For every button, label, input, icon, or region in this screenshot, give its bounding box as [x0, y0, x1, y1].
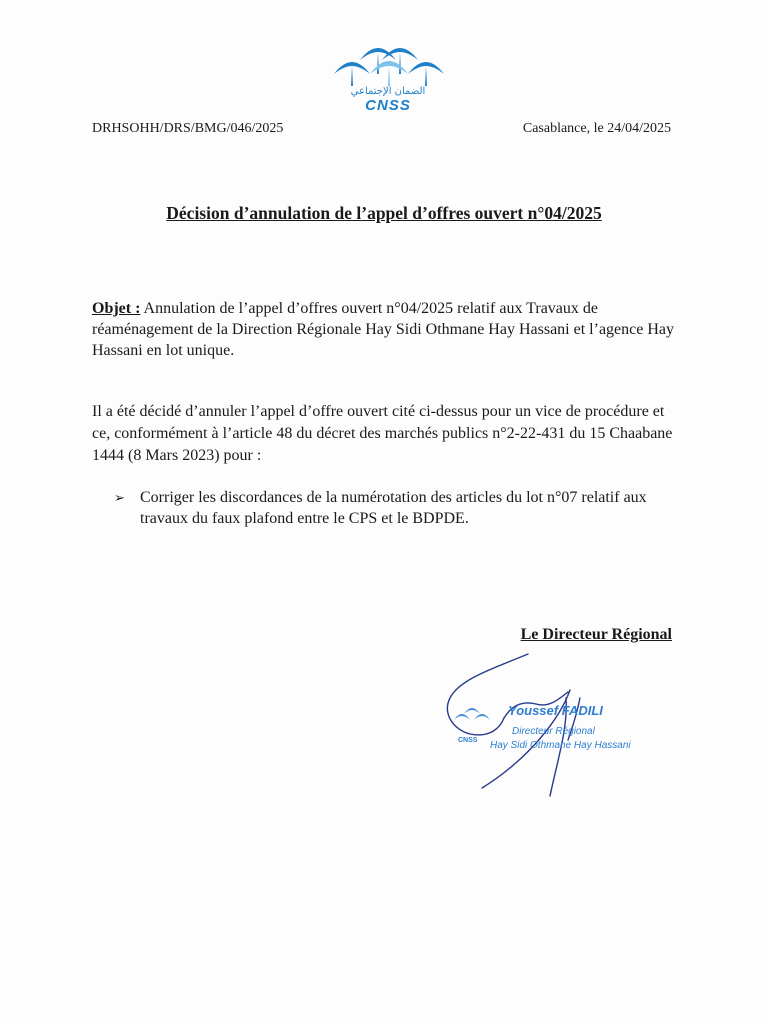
document-reference: DRHSOHH/DRS/BMG/046/2025 — [92, 121, 284, 136]
place-and-date: Casablance, le 24/04/2025 — [522, 121, 671, 136]
decision-paragraph: Il a été décidé d’annuler l’appel d’offre ouvert cité ci-dessus pour un vice de procédure et ce, conformément à l’article 48 du décret des marchés publics n°2-22-431 du 15 Chaabane 1444 (8 Mars 2023) pour : — [92, 403, 673, 464]
list-item — [114, 487, 674, 529]
document-title: Décision d’annulation de l’appel d’offres ouvert n°04/2025 — [166, 203, 602, 223]
logo-arabic-text: الضمان الإجتماعي — [350, 86, 426, 97]
arrowhead-bullet-icon: ➢ — [114, 491, 125, 506]
stamp-role: Directeur Régional — [512, 726, 595, 737]
bullet-text: Corriger les discordances de la numérotation des articles du lot n°07 relatif aux travaux du faux plafond entre le CPS et le BDPDE. — [140, 489, 647, 527]
signature-stamp-graphic — [440, 648, 660, 798]
signatory-title: Le Directeur Régional — [520, 626, 672, 643]
cnss-emblem-icon — [330, 30, 448, 90]
stamp-name: Youssef FADILI — [508, 703, 603, 718]
logo-wordmark: CNSS — [365, 97, 411, 114]
stamp-logo-text: CNSS — [458, 737, 478, 744]
stamp-emblem-icon — [454, 708, 490, 720]
objet-label: Objet : — [92, 300, 141, 317]
stamp-office: Hay Sidi Othmane Hay Hassani — [490, 740, 631, 751]
objet-text: Annulation de l’appel d’offres ouvert n°04/2025 relatif aux Travaux de réaménagement de la Direction Régionale Hay Sidi Othmane Hay Hassani et l’agence Hay Hassani en lot unique. — [92, 300, 674, 359]
handwritten-signature — [447, 654, 580, 796]
objet-paragraph — [92, 298, 682, 361]
